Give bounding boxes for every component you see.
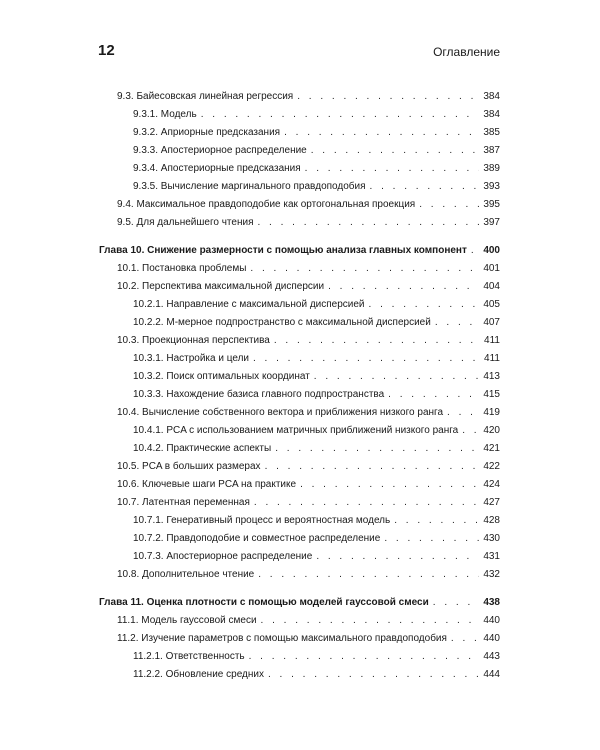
- toc-chapter-entry: [99, 596, 500, 609]
- toc-entry-page: 384: [483, 91, 500, 102]
- toc-entry: [133, 144, 500, 157]
- dot-leader: [419, 198, 479, 211]
- toc-entry-title: 9.4. Максимальное правдоподобие как ортогональная проекция: [117, 199, 416, 210]
- toc-entry: [133, 370, 500, 383]
- toc-entry-page: 387: [483, 145, 500, 156]
- toc-entry-page: 407: [483, 317, 500, 328]
- toc-entry: [133, 650, 500, 663]
- toc-entry-title: 9.3. Байесовская линейная регрессия: [117, 91, 294, 102]
- toc-entry: [117, 262, 500, 275]
- toc-entry-page: 432: [483, 569, 500, 580]
- toc-entry-title: 10.2. Перспектива максимальной дисперсии: [117, 281, 325, 292]
- running-head: Оглавление: [433, 45, 500, 59]
- dot-leader: [305, 162, 480, 175]
- dot-leader: [254, 496, 479, 509]
- toc-entry-page: 415: [483, 389, 500, 400]
- toc-entry: [133, 126, 500, 139]
- dot-leader: [257, 216, 479, 229]
- dot-leader: [328, 280, 479, 293]
- toc-entry-page: 419: [483, 407, 500, 418]
- dot-leader: [370, 180, 480, 193]
- toc-entry: [133, 298, 500, 311]
- toc-entry: [133, 532, 500, 545]
- toc-entry: [117, 568, 500, 581]
- toc-entry-page: 393: [483, 181, 500, 192]
- toc-entry-title: 9.3.1. Модель: [133, 109, 197, 120]
- toc-entry-title: 10.4. Вычисление собственного вектора и приближения низкого ранга: [117, 407, 444, 418]
- dot-leader: [261, 614, 480, 627]
- toc-chapter-entry: [99, 244, 500, 257]
- dot-leader: [451, 632, 479, 645]
- toc-entry-page: 411: [484, 335, 500, 346]
- toc-entry: [117, 478, 500, 491]
- toc-entry-title: 11.1. Модель гауссовой смеси: [117, 615, 257, 626]
- dot-leader: [471, 244, 479, 257]
- dot-leader: [394, 514, 479, 527]
- toc-entry-title: Глава 11. Оценка плотности с помощью моделей гауссовой смеси: [99, 597, 429, 608]
- toc-entry-page: 444: [483, 669, 500, 680]
- page-number: 12: [98, 42, 115, 59]
- toc-entry-title: 10.3.2. Поиск оптимальных координат: [133, 371, 310, 382]
- toc-entry-title: Глава 10. Снижение размерности с помощью анализа главных компонент: [99, 245, 467, 256]
- toc-entry-page: 440: [483, 633, 500, 644]
- toc-entry: [117, 406, 500, 419]
- dot-leader: [268, 668, 479, 681]
- toc-entry-title: 11.2.1. Ответственность: [133, 651, 245, 662]
- dot-leader: [316, 550, 479, 563]
- dot-leader: [314, 370, 480, 383]
- dot-leader: [384, 532, 479, 545]
- dot-leader: [435, 316, 479, 329]
- toc-entry: [117, 614, 500, 627]
- toc-entry-title: 10.7. Латентная переменная: [117, 497, 250, 508]
- toc-entry: [117, 632, 500, 645]
- toc-entry: [117, 216, 500, 229]
- dot-leader: [265, 460, 480, 473]
- dot-leader: [249, 650, 480, 663]
- toc-entry-page: 385: [483, 127, 500, 138]
- toc-entry: [117, 198, 500, 211]
- toc-entry-title: 11.2. Изучение параметров с помощью максимального правдоподобия: [117, 633, 447, 644]
- toc-entry-page: 440: [483, 615, 500, 626]
- toc-entry-page: 413: [483, 371, 500, 382]
- toc-entry-page: 400: [483, 245, 500, 256]
- dot-leader: [284, 126, 479, 139]
- toc-entry-page: 405: [483, 299, 500, 310]
- dot-leader: [433, 596, 480, 609]
- toc-entry: [133, 316, 500, 329]
- toc-entry-page: 401: [483, 263, 500, 274]
- dot-leader: [300, 478, 479, 491]
- toc-entry-page: 430: [483, 533, 500, 544]
- toc-entry-title: 11.2.2. Обновление средних: [133, 669, 264, 680]
- toc-entry-page: 397: [483, 217, 500, 228]
- dot-leader: [311, 144, 480, 157]
- toc-entry-page: 443: [483, 651, 500, 662]
- toc-entry-title: 10.6. Ключевые шаги PCA на практике: [117, 479, 297, 490]
- toc-entry-title: 10.8. Дополнительное чтение: [117, 569, 255, 580]
- toc-entry-title: 9.3.2. Априорные предсказания: [133, 127, 281, 138]
- toc-entry-title: 10.4.1. PCA с использованием матричных приближений низкого ранга: [133, 425, 459, 436]
- toc-entry: [133, 352, 500, 365]
- toc-entry-page: 427: [483, 497, 500, 508]
- toc-entry: [117, 90, 500, 103]
- toc-entry-title: 10.3. Проекционная перспектива: [117, 335, 270, 346]
- toc-entry-page: 422: [483, 461, 500, 472]
- toc-entry-title: 10.2.1. Направление с максимальной дисперсией: [133, 299, 365, 310]
- toc-entry-title: 9.3.4. Апостериорные предсказания: [133, 163, 301, 174]
- toc-entry: [117, 334, 500, 347]
- toc-entry-page: 384: [483, 109, 500, 120]
- dot-leader: [274, 334, 480, 347]
- toc-entry-page: 424: [483, 479, 500, 490]
- toc-entry: [133, 388, 500, 401]
- toc-entry: [133, 514, 500, 527]
- dot-leader: [447, 406, 479, 419]
- toc-entry-page: 438: [483, 597, 500, 608]
- toc-entry-title: 10.7.2. Правдоподобие и совместное распределение: [133, 533, 381, 544]
- toc-entry-title: 10.7.3. Апостериорное распределение: [133, 551, 313, 562]
- toc-entry-page: 404: [483, 281, 500, 292]
- toc-entry-page: 395: [483, 199, 500, 210]
- toc-entry-title: 10.2.2. M-мерное подпространство с максимальной дисперсией: [133, 317, 431, 328]
- toc-entry: [133, 108, 500, 121]
- toc-entry-title: 10.3.3. Нахождение базиса главного подпространства: [133, 389, 385, 400]
- toc-entry-page: 420: [483, 425, 500, 436]
- dot-leader: [388, 388, 479, 401]
- dot-leader: [258, 568, 479, 581]
- toc-entry-page: 389: [483, 163, 500, 174]
- toc-entry: [133, 424, 500, 437]
- dot-leader: [253, 352, 480, 365]
- toc-entry-title: 10.7.1. Генеративный процесс и вероятностная модель: [133, 515, 391, 526]
- toc-entry: [133, 180, 500, 193]
- toc-entry: [117, 496, 500, 509]
- toc-entry-title: 10.1. Постановка проблемы: [117, 263, 247, 274]
- dot-leader: [275, 442, 479, 455]
- toc-entry-title: 10.4.2. Практические аспекты: [133, 443, 272, 454]
- toc-entry-title: 9.5. Для дальнейшего чтения: [117, 217, 254, 228]
- toc-entry-title: 9.3.3. Апостериорное распределение: [133, 145, 307, 156]
- dot-leader: [462, 424, 479, 437]
- toc-entry-page: 431: [483, 551, 500, 562]
- toc-entry-title: 9.3.5. Вычисление маргинального правдоподобия: [133, 181, 366, 192]
- dot-leader: [297, 90, 479, 103]
- toc-entry: [133, 162, 500, 175]
- toc-entry-page: 411: [484, 353, 500, 364]
- toc-entry: [117, 280, 500, 293]
- toc-entry-page: 421: [483, 443, 500, 454]
- toc-entry-title: 10.3.1. Настройка и цели: [133, 353, 249, 364]
- toc-entry-title: 10.5. PCA в больших размерах: [117, 461, 261, 472]
- dot-leader: [369, 298, 480, 311]
- toc-entry: [133, 442, 500, 455]
- dot-leader: [201, 108, 480, 121]
- toc-entry: [133, 550, 500, 563]
- toc-entry: [117, 460, 500, 473]
- toc-entry: [133, 668, 500, 681]
- dot-leader: [250, 262, 479, 275]
- toc-entry-page: 428: [483, 515, 500, 526]
